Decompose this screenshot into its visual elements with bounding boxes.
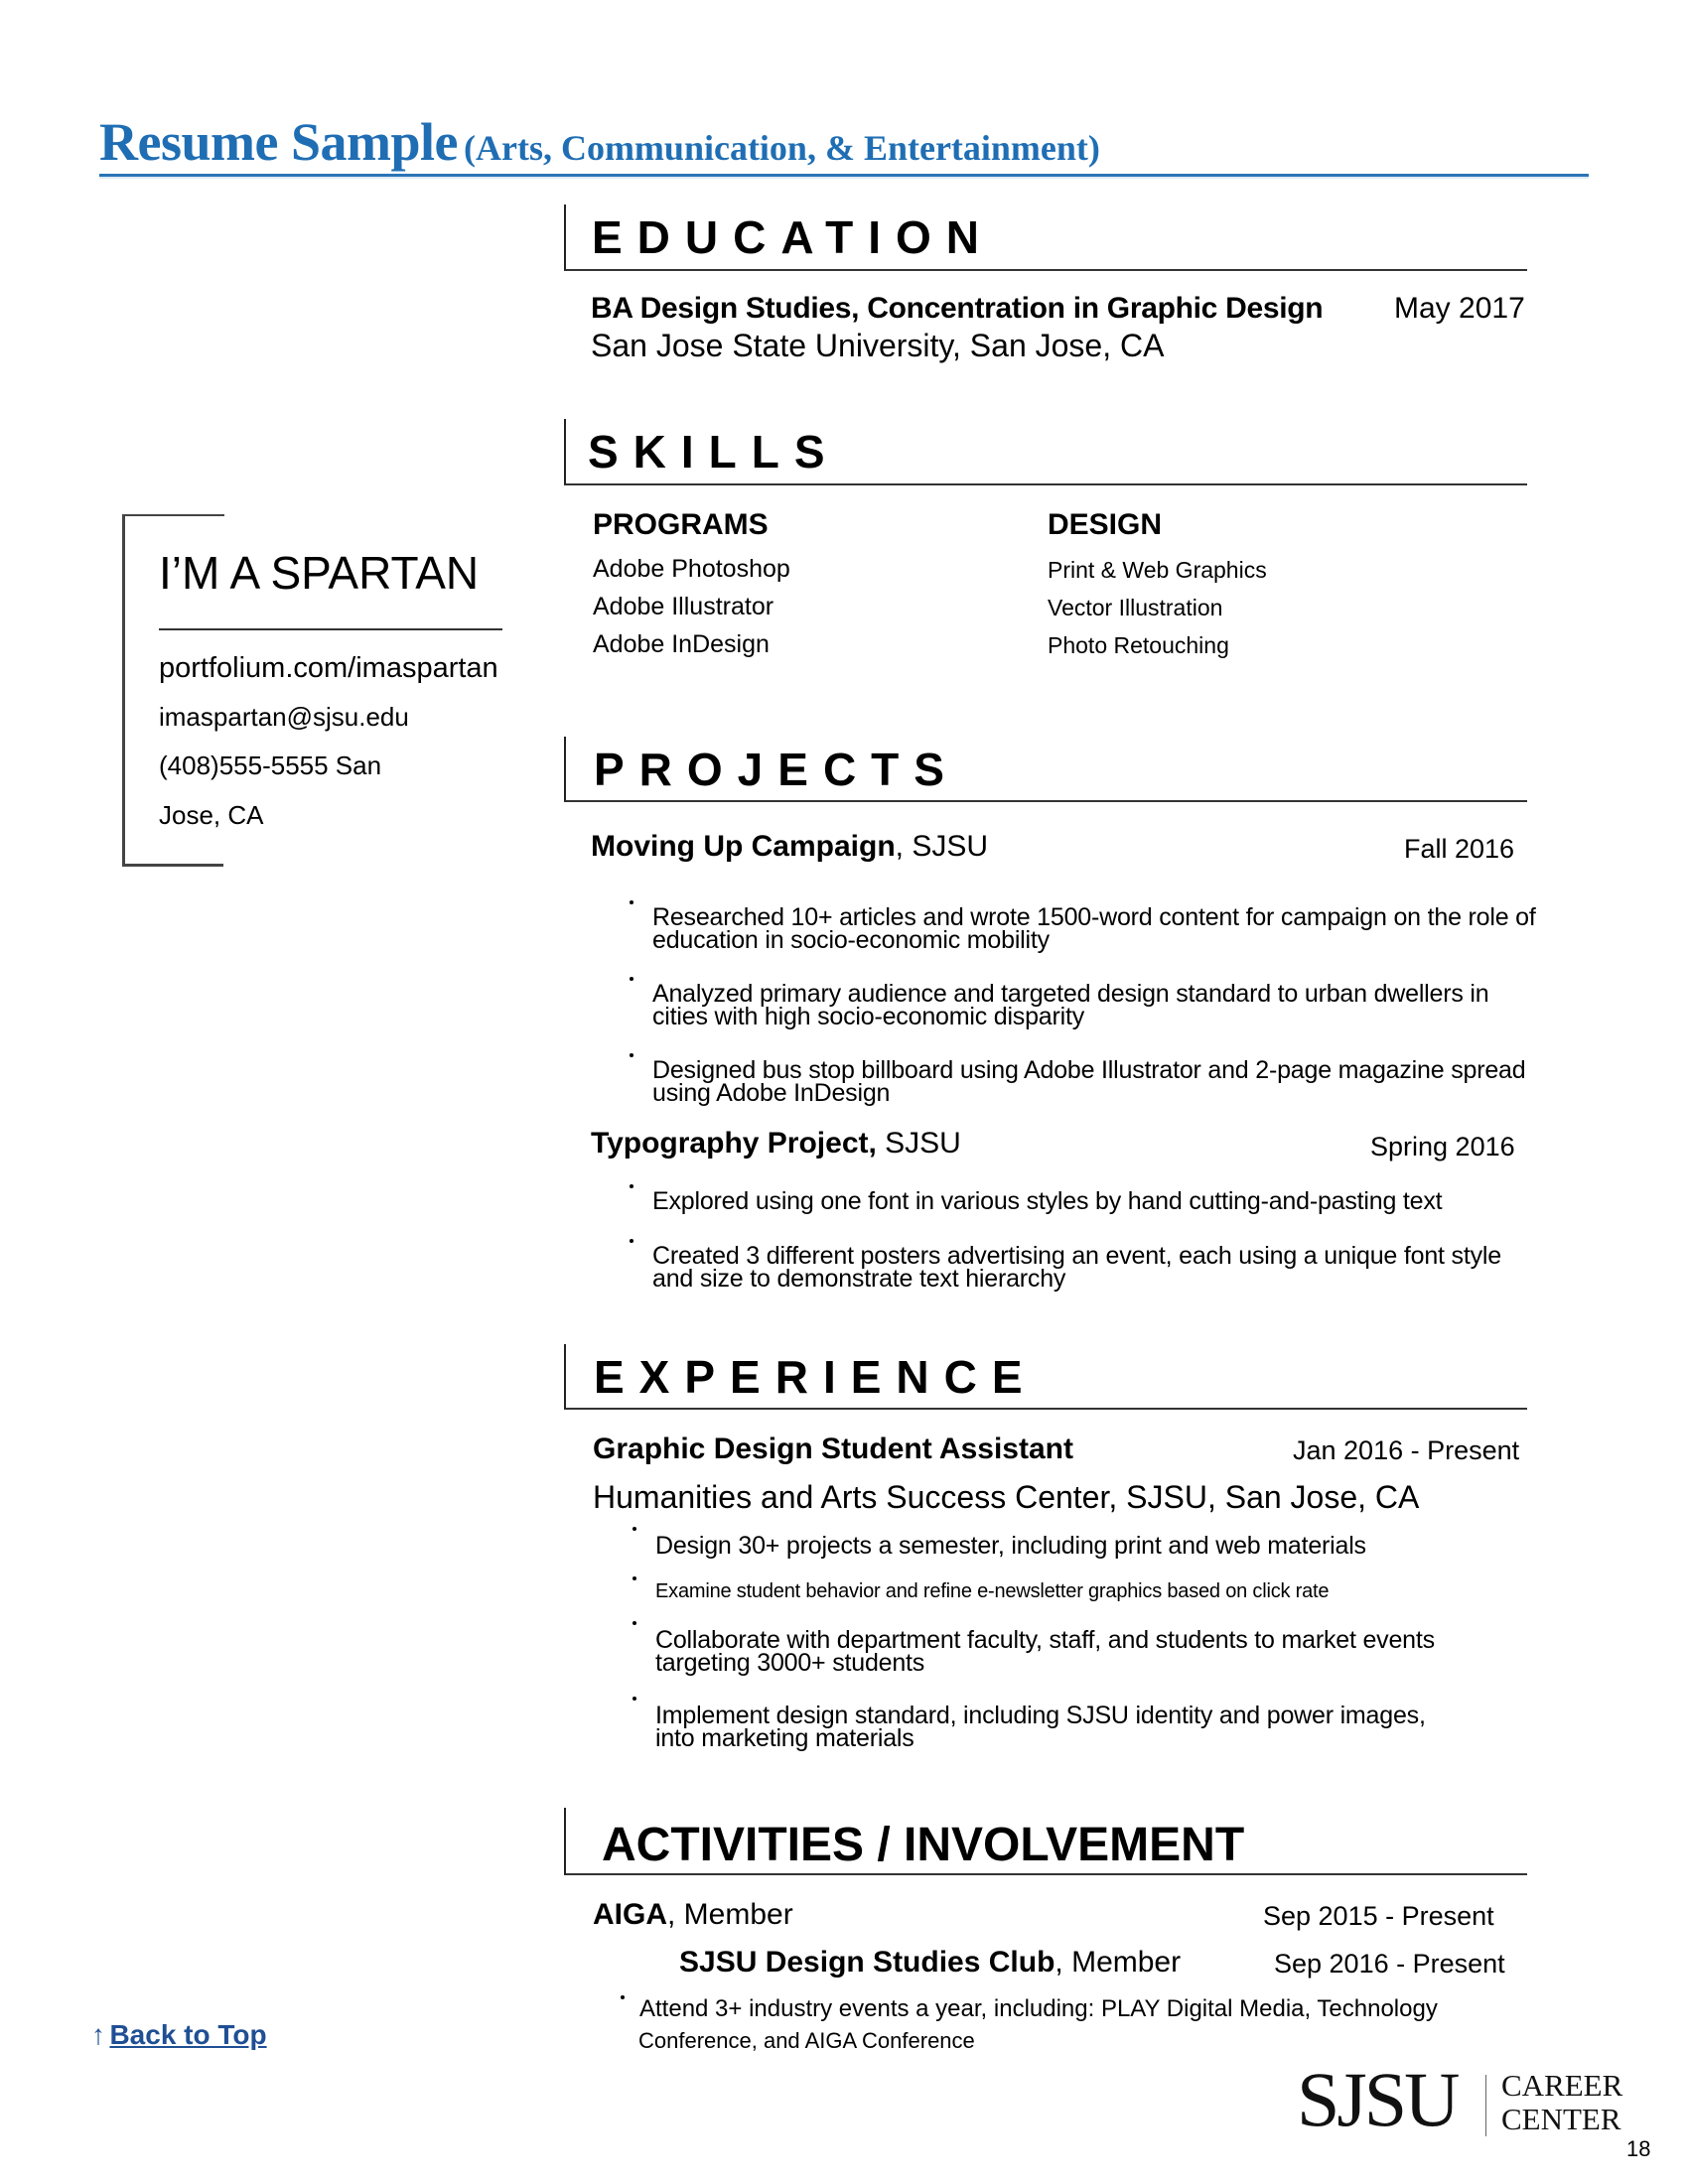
project-title [591,1127,961,1160]
contact-phone: (408)555-5555 San [159,751,382,780]
project-org: , SJSU [895,830,989,863]
title-subtitle: (Arts, Communication, & Entertainment) [463,128,1100,168]
experience-section-header [564,1344,1527,1410]
job-date: Jan 2016 - Present [1293,1435,1520,1465]
bullet-icon [633,1527,636,1531]
card-border-left [122,514,125,866]
project-title [591,830,988,864]
skill-item: Adobe InDesign [593,630,770,658]
contact-location: Jose, CA [159,800,264,830]
experience-heading: EXPERIENCE [594,1351,1038,1403]
activities-section-header [564,1808,1527,1875]
activities-heading: ACTIVITIES / INVOLVEMENT [602,1819,1245,1871]
project-name: Typography Project, [591,1127,877,1160]
activity-title [593,1898,793,1932]
bullet-icon [630,1053,633,1057]
bullet-icon [630,1184,633,1188]
contact-name: I’M A SPARTAN [159,547,480,599]
contact-portfolio: portfolium.com/imaspartan [159,652,498,684]
job-bullet: Design 30+ projects a semester, including print and web materials [655,1532,1366,1560]
education-heading: EDUCATION [592,211,995,263]
skill-item: Adobe Illustrator [593,593,774,620]
title-underline-shadow [99,177,1589,179]
skills-column-title: PROGRAMS [593,508,769,541]
bullet-icon [633,1576,636,1580]
logo-sjsu-text: SJSU [1297,2056,1458,2142]
project-date: Spring 2016 [1370,1132,1515,1161]
back-to-top-label[interactable]: Back to Top [109,2019,267,2050]
bullet-icon [630,1239,633,1243]
project-bullet: Explored using one font in various styles by hand cutting-and-pasting text [652,1187,1443,1215]
page-number: 18 [1626,2136,1651,2161]
logo-career-text: CAREER [1501,2068,1623,2103]
activity-role: , Member [667,1898,793,1931]
bullet-icon [630,977,633,981]
skill-item: Vector Illustration [1048,595,1223,620]
activity-name: SJSU Design Studies Club [679,1946,1055,1979]
project-bullet: Designed bus stop billboard using Adobe Illustrator and 2-page magazine spread using Adobe InDesign [652,1056,1526,1107]
document-title [99,111,1100,173]
project-org: SJSU [876,1127,961,1160]
job-bullet: Implement design standard, including SJSU identity and power images, into marketing materials [655,1702,1426,1752]
activity-date: Sep 2015 - Present [1263,1901,1494,1931]
skills-section-header [564,419,1527,485]
education-section-header [564,205,1527,271]
card-border-bottom [122,864,223,867]
activity-name: AIGA [593,1898,667,1931]
name-divider [159,628,502,630]
education-date: May 2017 [1394,292,1525,325]
skills-heading: SKILLS [588,426,840,478]
project-bullet: Analyzed primary audience and targeted design standard to urban dwellers in cities with high socio-economic disparity [652,980,1489,1030]
activity-date: Sep 2016 - Present [1274,1949,1505,1979]
activity-title [679,1946,1181,1979]
job-title: Graphic Design Student Assistant [593,1433,1073,1465]
project-name: Moving Up Campaign [591,830,896,863]
logo-center-text: CENTER [1501,2102,1621,2136]
education-school: San Jose State University, San Jose, CA [591,328,1165,363]
job-org: Humanities and Arts Success Center, SJSU, San Jose, CA [593,1479,1420,1515]
bullet-icon [633,1621,636,1625]
title-main: Resume Sample [99,112,458,172]
projects-section-header [564,737,1527,802]
projects-heading: PROJECTS [594,744,959,795]
job-bullet: Examine student behavior and refine e-newsletter graphics based on click rate [655,1580,1330,1602]
project-date: Fall 2016 [1404,834,1515,864]
activity-bullet-line2: Conference, and AIGA Conference [638,2028,975,2053]
project-bullet: Created 3 different posters advertising an event, each using a unique font style and size to demonstrate text hierarchy [652,1242,1501,1293]
logo-divider [1485,2075,1486,2136]
skill-item: Photo Retouching [1048,632,1229,658]
skill-item: Print & Web Graphics [1048,557,1267,583]
activity-bullet-line1: Attend 3+ industry events a year, including: PLAY Digital Media, Technology [639,1995,1438,2022]
arrow-up-icon: ↑ [91,2019,105,2050]
contact-email: imaspartan@sjsu.edu [159,702,409,732]
project-bullet: Researched 10+ articles and wrote 1500-word content for campaign on the role of education in socio-economic mobility [652,903,1536,954]
bullet-icon [621,1995,625,1999]
card-border-top [122,514,224,516]
skill-item: Adobe Photoshop [593,555,790,583]
back-to-top-link[interactable] [91,2019,267,2051]
bullet-icon [630,900,633,904]
education-degree: BA Design Studies, Concentration in Graphic Design [591,292,1324,325]
skills-column-title: DESIGN [1048,508,1163,541]
bullet-icon [633,1697,636,1701]
job-bullet: Collaborate with department faculty, staff, and students to market events targeting 3000+ students [655,1626,1435,1677]
activity-role: , Member [1055,1946,1182,1979]
